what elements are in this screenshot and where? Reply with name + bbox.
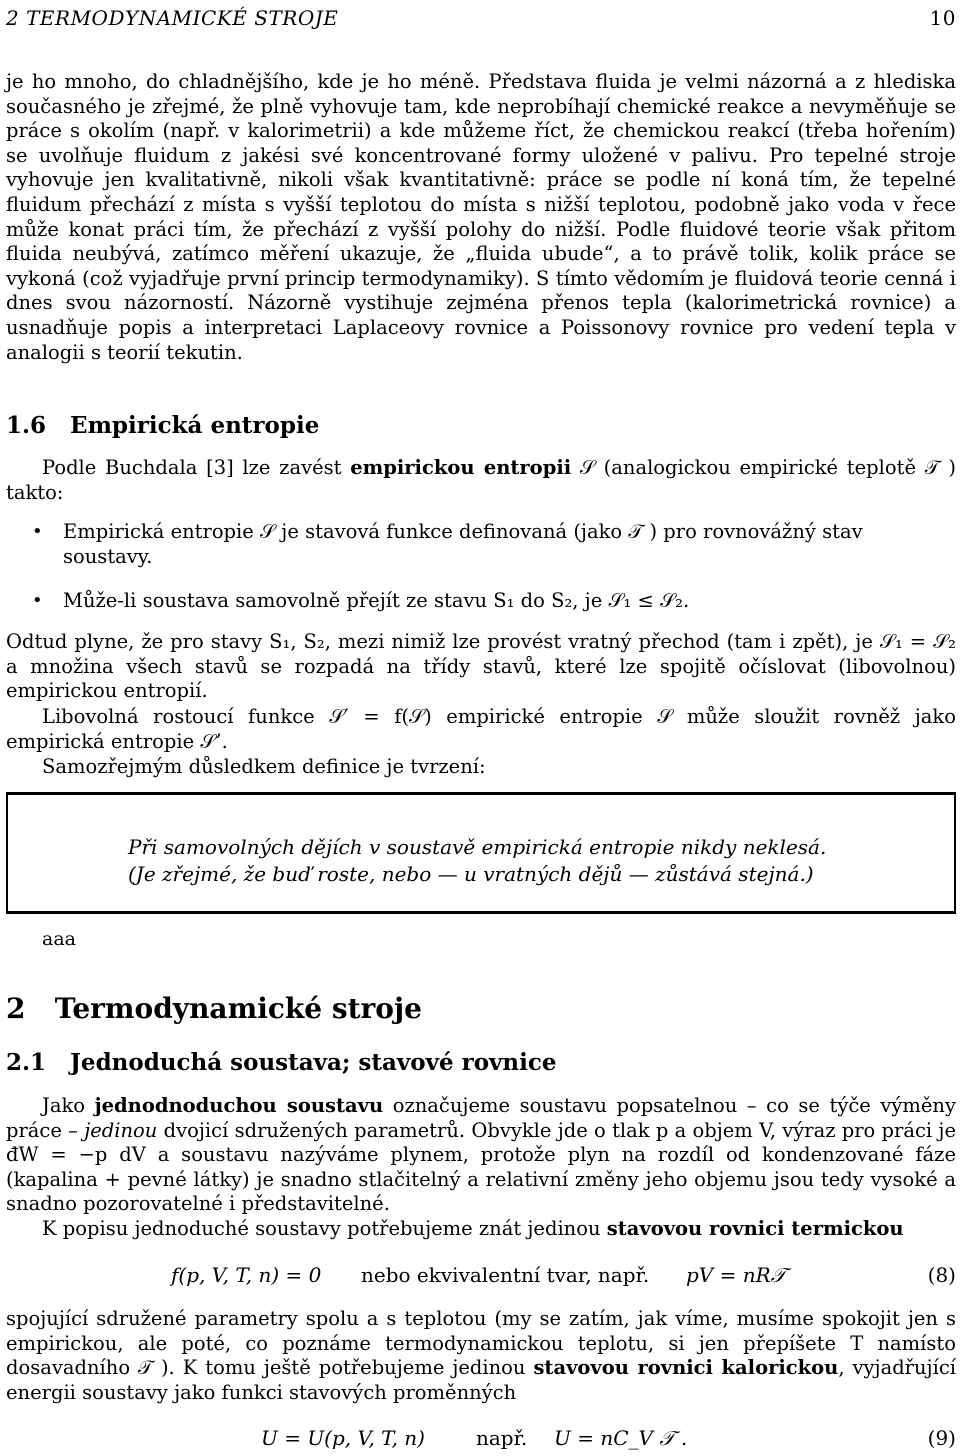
text-run: Jako <box>42 1094 95 1117</box>
running-head <box>6 6 956 34</box>
list-item <box>6 520 956 569</box>
paragraph-state-equation-intro <box>6 1217 956 1242</box>
theorem-line-1: Při samovolných dějích v soustavě empirická entropie nikdy neklesá. <box>128 835 827 859</box>
section-heading-2 <box>6 992 422 1025</box>
running-head-title: 2 TERMODYNAMICKÉ STROJE <box>6 6 339 30</box>
equation-text: nebo ekvivalentní tvar, např. <box>361 1263 650 1287</box>
emphasis: jedinou <box>84 1118 158 1142</box>
placeholder-text: aaa <box>42 928 76 950</box>
section-number: 1.6 <box>6 412 47 439</box>
section-heading-1-6 <box>6 412 319 439</box>
list-item-text: Může-li soustava samovolně přejít ze stavu S₁ do S₂, je 𝒮₁ ≤ 𝒮₂. <box>63 589 690 613</box>
section-number: 2.1 <box>6 1049 47 1076</box>
term-thermal-state-equation: stavovou rovnici termickou <box>606 1217 904 1240</box>
equation-number: (8) <box>927 1263 956 1287</box>
equation-number: (9) <box>927 1426 956 1450</box>
section-number: 2 <box>6 992 26 1025</box>
paragraph-fluid-theory: je ho mnoho, do chladnějšího, kde je ho méně. Představa fluida je velmi názorná a z hlediska současného je zřejmé, že plně vyhovuje tam, kde neprobíhají chemické reakce a nevyměňuje se práce s okolím (např. v kalorimetrii) a kde můžeme říct, že chemickou reakcí (třeba hořením) se uvolňuje fluidum z jakési své koncentrované formy uložené v palivu. Pro tepelné stroje vyhovuje jen kvalitativně, nikoli však kvantitativně: práce se podle ní koná tím, že tepelné fluidum přechází z místa s vyšší teplotou do místa s nižší teplotou, podobně jako voda v řece může konat práci tím, že přechází z vyšší polohy do nižší. Podle fluidové teorie však přitom fluida neubývá, zatímco měření ukazuje, že „fluida ubude“, a to právě tolik, kolik práce se vykoná (což vyjadřuje první princip termodynamiky). S tímto vědomím je fluidová teorie cenná i dnes svou názorností. Názorně vystihuje zejména přenos tepla (kalorimetrická rovnice) a usnadňuje popis a interpretaci Laplaceovy rovnice a Poissonovy rovnice pro vedení tepla v analogii s teorií tekutin. <box>6 70 956 364</box>
section-title: Empirická entropie <box>70 412 320 439</box>
equation-rhs: U = nC_V 𝒯 . <box>554 1426 688 1450</box>
term-empirical-entropy: empirickou entropii <box>350 456 572 479</box>
text-run: , vyjadřující energii soustavy jako funkci stavových proměnných <box>6 1356 957 1404</box>
text-run: Podle Buchdala [3] lze zavést <box>42 456 351 479</box>
list-item-text: Empirická entropie 𝒮 je stavová funkce definovaná (jako 𝒯 ) pro rovnovážný stav soustavy. <box>63 520 863 568</box>
term-simple-system: jednodnoduchou soustavu <box>94 1094 384 1117</box>
section-title: Termodynamické stroje <box>54 992 422 1025</box>
paragraph-caloric-equation <box>6 1307 956 1405</box>
section-heading-2-1 <box>6 1049 557 1076</box>
equation-text: např. <box>476 1426 528 1450</box>
page-number: 10 <box>929 6 956 30</box>
term-caloric-state-equation: stavovou rovnici kalorickou <box>533 1356 839 1380</box>
section-title: Jednoduchá soustava; stavové rovnice <box>70 1049 557 1076</box>
bullet-list <box>6 520 956 614</box>
paragraph-definition-consequence: Samozřejmým důsledkem definice je tvrzení: <box>42 755 486 778</box>
equation-lhs: U = U(p, V, T, n) <box>261 1426 425 1450</box>
text-run: označujeme soustavu popsatelnou – co se týče výměny práce – <box>6 1094 956 1142</box>
paragraph-simple-system <box>6 1094 956 1217</box>
text-run: K popisu jednoduché soustavy potřebujeme znát jedinou <box>42 1217 607 1240</box>
text-run: 𝒮 (analogickou empirické teplotě 𝒯 ) takto: <box>6 456 956 504</box>
paragraph-empirical-entropy-intro <box>6 456 956 505</box>
paragraph-consequence: Odtud plyne, že pro stavy S₁, S₂, mezi nimiž lze provést vratný přechod (tam i zpět), je 𝒮₁ = 𝒮₂ a množina všech stavů se rozpadá na třídy stavů, které lze spojitě očíslovat (libovolnou) empirickou entropií. <box>6 630 956 703</box>
bullet-icon: • <box>32 521 43 542</box>
text-run: dvojicí sdružených parametrů. Obvykle jde o tlak p a objem V, výraz pro práci je đW = −p dV a soustavu nazýváme plynem, protože plyn na rozdíl od kondenzované fáze (kapalina + pevné látky) je snadno stlačitelný a relativní změny jeho objemu jsou tedy vysoké a snadno pozorovatelné i představitelné. <box>6 1118 956 1216</box>
equation-rhs: pV = nR𝒯 <box>686 1263 786 1287</box>
theorem-line-2: (Je zřejmé, že buď roste, nebo — u vratných dějů — zůstává stejná.) <box>128 862 814 886</box>
text-run: spojující sdružené parametry spolu a s teplotou (my se zatím, jak víme, musíme spokojit jen s empirickou, ale poté, co poznáme termodynamickou teplotu, si jen přepíšete T namísto dosavadního 𝒯 ). K tomu ještě potřebujeme jedinou <box>6 1307 956 1380</box>
equation-lhs: f(p, V, T, n) = 0 <box>171 1263 322 1287</box>
list-item <box>6 589 956 614</box>
paragraph-increasing-function: Libovolná rostoucí funkce 𝒮′ = f(𝒮) empirické entropie 𝒮 může sloužit rovněž jako empirická entropie 𝒮’. <box>6 705 956 753</box>
theorem-box <box>6 792 956 914</box>
bullet-icon: • <box>32 590 43 612</box>
equation-9 <box>6 1426 956 1456</box>
equation-8 <box>6 1263 956 1293</box>
